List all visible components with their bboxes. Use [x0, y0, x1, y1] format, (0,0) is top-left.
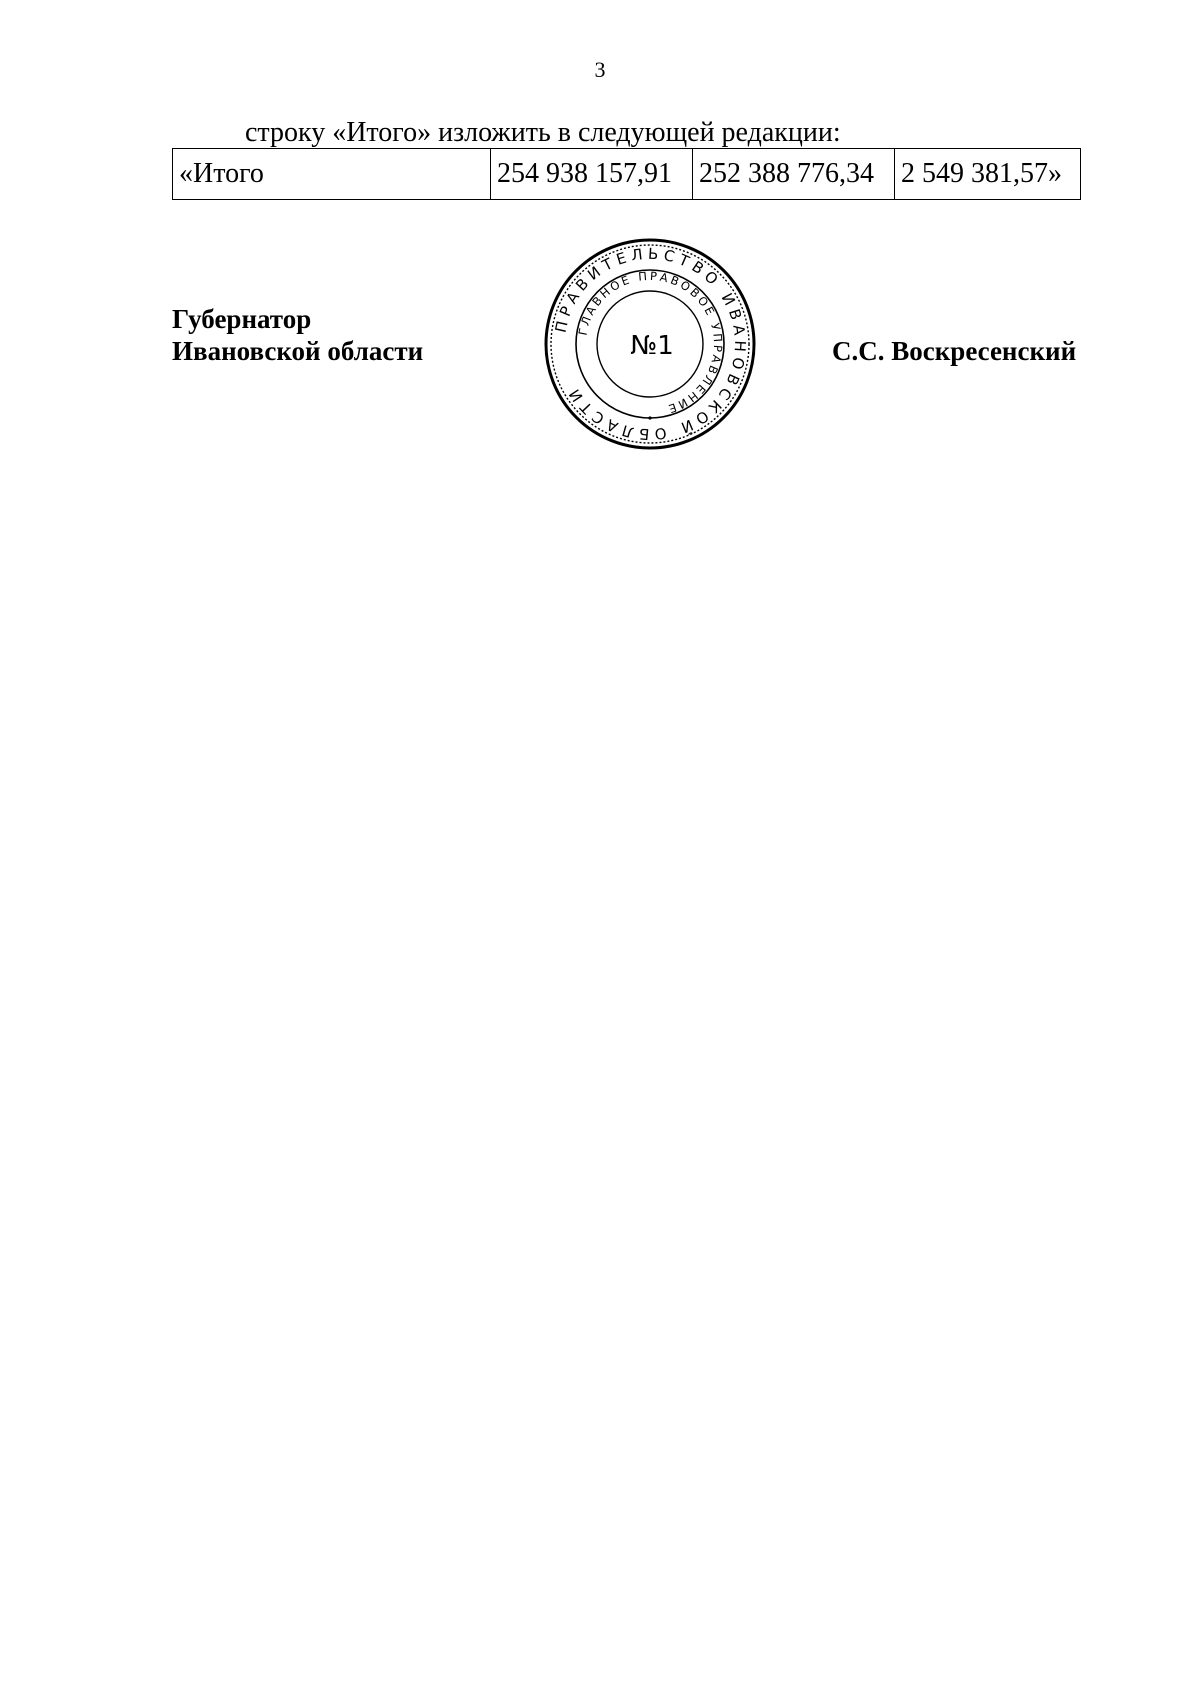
signatory-name: С.С. Воскресенский: [832, 336, 1077, 366]
official-stamp: [540, 238, 760, 450]
total-table: [172, 148, 1081, 200]
total-value-cell: 254 938 157,91: [491, 149, 693, 200]
position-line-1: Губернатор: [172, 304, 312, 334]
total-label-cell: «Итого: [173, 149, 491, 200]
stamp-number: №1: [630, 331, 674, 361]
signatory-position: [172, 303, 423, 367]
total-value-cell: 2 549 381,57»: [895, 149, 1081, 200]
stamp-outer-text: ПРАВИТЕЛЬСТВО ИВАНОВСКОЙ ОБЛАСТИ: [551, 244, 750, 444]
page-number: 3: [594, 57, 606, 82]
intro-text: строку «Итого» изложить в следующей редакции:: [245, 117, 841, 148]
position-line-2: Ивановской области: [172, 336, 424, 366]
stamp-inner-text: ГЛАВНОЕ ПРАВОВОЕ УПРАВЛЕНИЕ: [575, 268, 726, 417]
total-value-cell: 252 388 776,34: [693, 149, 895, 200]
stamp-dot: [648, 416, 651, 419]
table-row: [173, 149, 1081, 200]
